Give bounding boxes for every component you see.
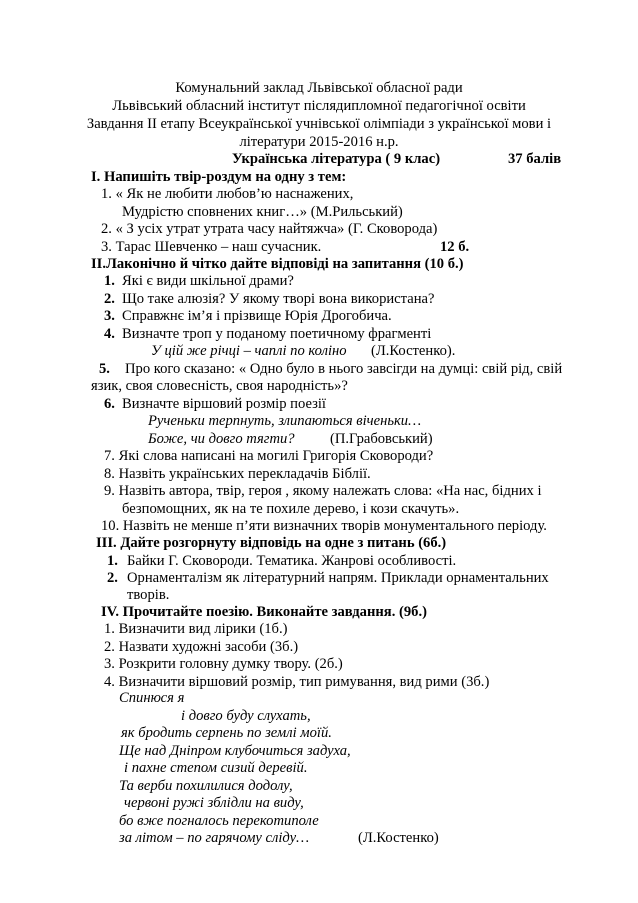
question-6-number: 6. — [104, 396, 115, 412]
section-1-title: І. Напишіть твір-роздум на одну з тем: — [91, 169, 347, 185]
question-9-line-2: безпомощних, як на те похиле дерево, і кози скачуть». — [122, 501, 460, 517]
header-line-1: Комунальний заклад Львівської обласної ради — [175, 80, 463, 96]
poem-line: як бродить серпень по землі моїй. — [121, 725, 332, 741]
header-line-2: Львівський обласний інститут післядипломної педагогічної освіти — [112, 98, 526, 114]
question-6: Визначте віршовий розмір поезії — [122, 396, 326, 412]
question-6-author: (П.Грабовський) — [330, 431, 433, 447]
question-4-quote: У цій же річці – чаплі по коліно — [151, 343, 347, 359]
poem-line: і довго буду слухать, — [181, 708, 311, 724]
question-1: Які є види шкільної драми? — [122, 273, 294, 289]
header-line-3: Завдання ІІ етапу Всеукраїнської учнівської олімпіади з української мови і — [86, 116, 552, 132]
poem-author: (Л.Костенко) — [358, 830, 439, 846]
poem-line: за літом – по гарячому сліду… — [119, 830, 310, 846]
question-2: Що таке алюзія? У якому творі вона використана? — [122, 291, 435, 307]
question-8: 8. Назвіть українських перекладачів Біблії. — [104, 466, 371, 482]
poem-line: Та верби похилилися додолу, — [119, 778, 293, 794]
question-6-verse-2: Боже, чи довго тягти? — [148, 431, 295, 447]
subject-title: Українська література ( 9 клас) — [232, 151, 441, 167]
question-3-number: 3. — [104, 308, 115, 324]
topic-3: 3. Тарас Шевченко – наш сучасник. — [101, 239, 322, 255]
topic-1-line-2: Мудрістю сповнених книг…» (М.Рильський) — [122, 204, 403, 220]
question-1-number: 1. — [104, 273, 115, 289]
topic-3-points: 12 б. — [440, 239, 470, 255]
question-9-line-1: 9. Назвіть автора, твір, героя , якому належать слова: «На нас, бідних і — [104, 483, 542, 499]
item-2-line-2: творів. — [127, 587, 170, 603]
task-1: 1. Визначити вид лірики (1б.) — [104, 621, 288, 637]
topic-1-line-1: 1. « Як не любити любов’ю наснажених, — [101, 186, 354, 202]
item-2-line-1: Орнаменталізм як літературний напрям. Приклади орнаментальних — [127, 570, 549, 586]
question-10: 10. Назвіть не менше п’яти визначних творів монументального періоду. — [101, 518, 547, 534]
task-4: 4. Визначити віршовий розмір, тип римування, вид рими (3б.) — [104, 674, 490, 690]
poem-line: бо вже погналось перекотиполе — [119, 813, 319, 829]
section-4-title: ІV. Прочитайте поезію. Виконайте завдання. (9б.) — [101, 604, 427, 620]
question-3: Справжнє ім’я і прізвище Юрія Дрогобича. — [122, 308, 392, 324]
question-4-number: 4. — [104, 326, 115, 342]
question-4-author: (Л.Костенко). — [371, 343, 456, 359]
question-7: 7. Які слова написані на могилі Григорія Сковороди? — [104, 448, 434, 464]
question-5-line-2: язик, своя словесність, своя народність»? — [91, 378, 348, 394]
question-6-verse-1: Рученьки терпнуть, злипаються віченьки… — [148, 413, 422, 429]
header-line-4: літератури 2015-2016 н.р. — [239, 134, 399, 150]
section-2-title: ІІ.Лаконічно й чітко дайте відповіді на запитання (10 б.) — [91, 256, 464, 272]
topic-2: 2. « З усіх утрат утрата часу найтяжча» (Г. Сковорода) — [101, 221, 438, 237]
question-5-number: 5. — [99, 361, 110, 377]
poem-line: Ще над Дніпром клубочиться задуха, — [119, 743, 351, 759]
total-points: 37 балів — [508, 151, 562, 167]
task-3: 3. Розкрити головну думку твору. (2б.) — [104, 656, 343, 672]
question-2-number: 2. — [104, 291, 115, 307]
item-2-number: 2. — [107, 570, 118, 586]
poem-line: Спинюся я — [119, 690, 185, 706]
poem-line: червоні ружі зблідли на виду, — [124, 795, 304, 811]
poem-line: і пахне степом сизий деревій. — [124, 760, 308, 776]
question-5-line-1: Про кого сказано: « Одно було в нього завсігди на думці: свій рід, свій — [125, 361, 563, 377]
task-2: 2. Назвати художні засоби (3б.) — [104, 639, 299, 655]
item-1-number: 1. — [107, 553, 118, 569]
question-4: Визначте троп у поданому поетичному фрагменті — [122, 326, 432, 342]
item-1: Байки Г. Сковороди. Тематика. Жанрові особливості. — [127, 553, 457, 569]
section-3-title: ІІІ. Дайте розгорнуту відповідь на одне з питань (6б.) — [96, 535, 447, 551]
